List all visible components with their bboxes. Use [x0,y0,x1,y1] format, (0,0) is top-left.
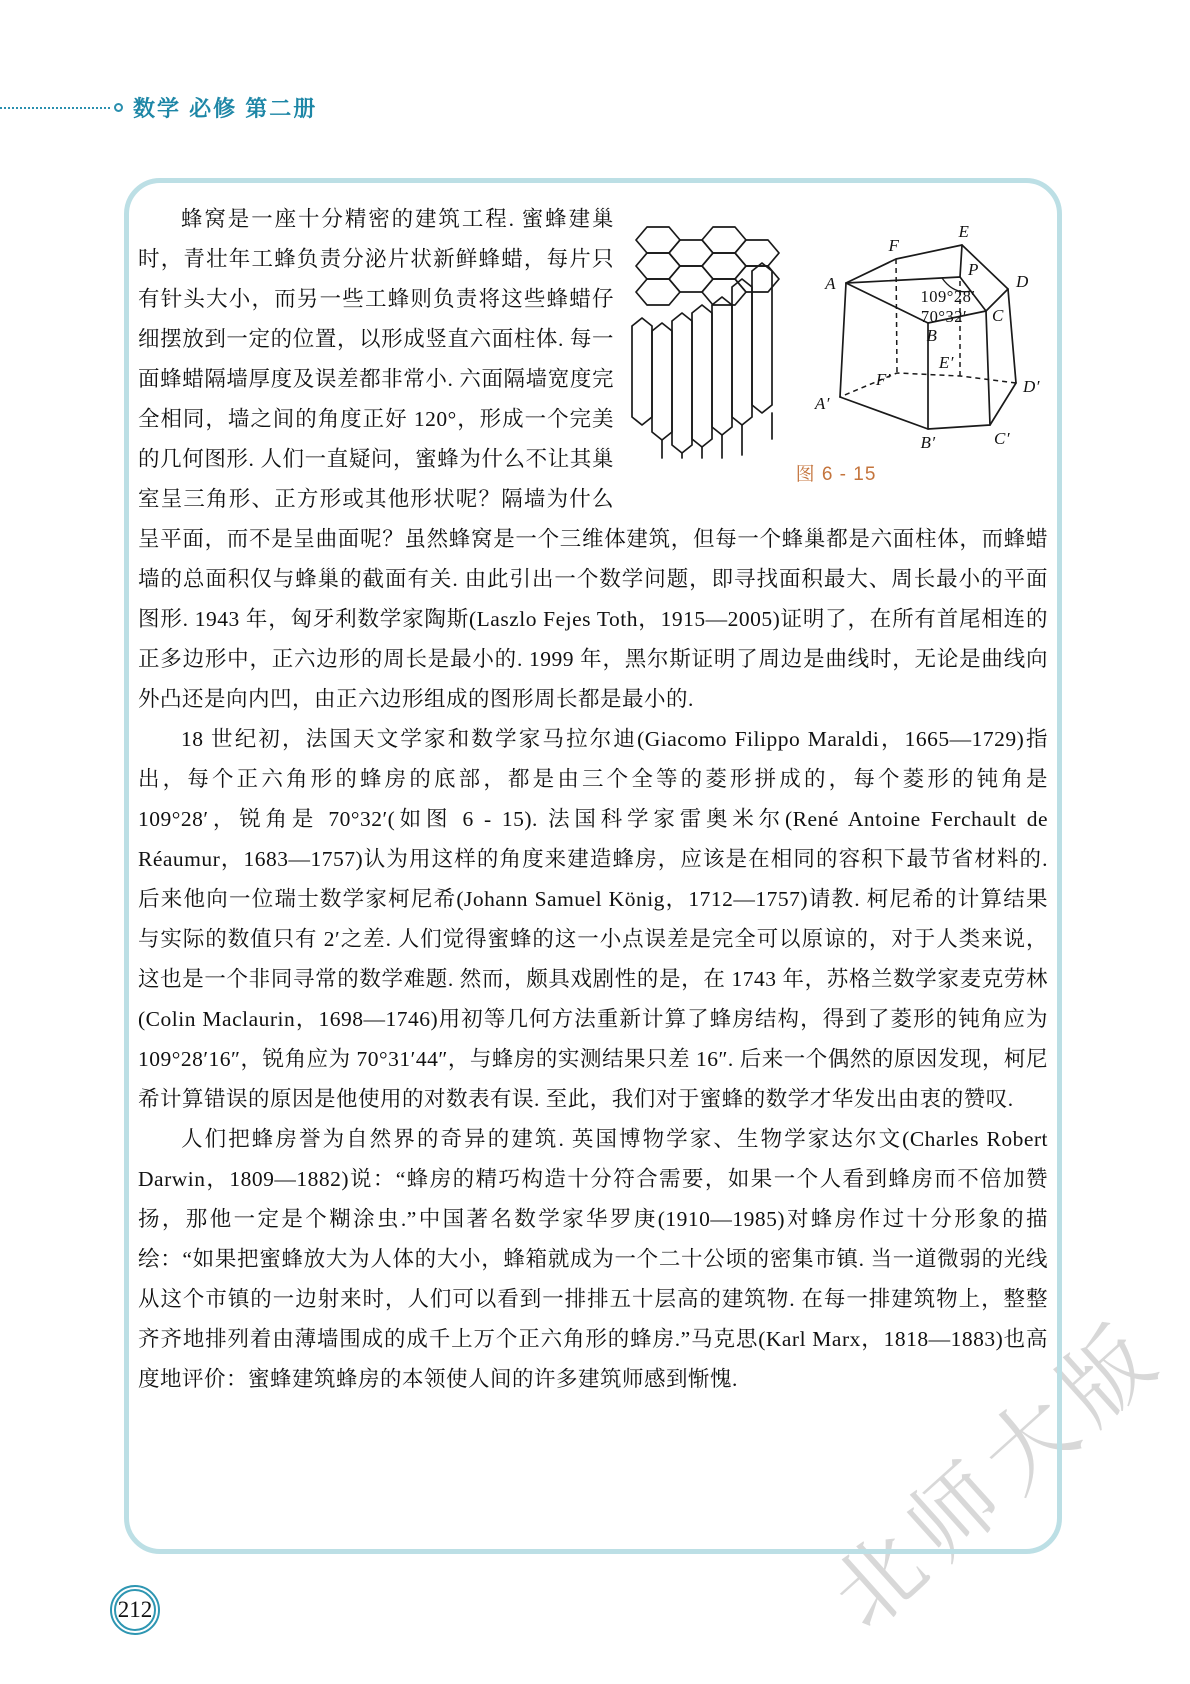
header-bullet-icon [114,103,123,112]
vertex-label-E: E [958,222,970,241]
vertex-label-F: F [888,236,900,255]
page-number-medallion [110,1585,160,1635]
paragraph-1 [138,199,1048,719]
content-box [124,178,1062,1554]
prism-figure [796,201,1046,453]
acute-angle-label: 70°32′ [920,307,968,326]
vertex-label-B: B [926,326,938,345]
vertex-label-F-prime: F′ [875,370,891,389]
vertex-label-B-prime: B′ [920,433,936,452]
vertex-label-D: D [1016,272,1029,291]
page-header [0,92,317,123]
honeycomb-illustration [624,225,796,459]
page-number: 212 [117,1597,153,1622]
vertex-label-E-prime: E′ [938,353,954,372]
obtuse-angle-label: 109°28′ [920,287,976,306]
figure-6-15 [624,201,1048,487]
publisher-watermark: 北师大版 [815,1302,1184,1648]
paragraph-2 [138,719,1048,1119]
paragraph-3 [138,1119,1048,1399]
page-number-inner-ring [114,1589,156,1631]
figure-row [624,201,1048,459]
vertex-label-C: C [992,306,1004,325]
paragraph-2-text: 18 世纪初，法国天文学家和数学家马拉尔迪(Giacomo Filippo Maraldi，1665—1729)指出，每个正六角形的蜂房的底部，都是由三个全等的菱形拼成的，每个菱形的钝角是 109°28′，锐角是 70°32′(如图 6 - 15). 法国科学家雷奥米尔(René Antoine Ferchault de Réaumur，1683—1757)认为用这样的角度来建造蜂房，应该是在相同的容积下最节省材料的. 后来他向一位瑞士数学家柯尼希(Johann Samuel König，1712—1757)请教. 柯尼希的计算结果与实际的数值只有 2′之差. 人们觉得蜜蜂的这一小点误差是完全可以原谅的，对于人类来说，这也是一个非同寻常的数学难题. 然而，颇具戏剧性的是，在 1743 年，苏格兰数学家麦克劳林(Colin Maclaurin，1698—1746)用初等几何方法重新计算了蜂房结构，得到了菱形的钝角应为 109°28′16″，锐角应为 70°31′44″，与蜂房的实测结果只差 16″. 后来一个偶然的原因发现，柯尼希计算错误的原因是他使用的对数表有误. 至此，我们对于蜜蜂的数学才华发出由衷的赞叹. [138,727,1048,1111]
header-title: 数学 必修 第二册 [133,96,318,121]
vertex-label-A-prime: A′ [814,394,830,413]
paragraph-3-text: 人们把蜂房誉为自然界的奇异的建筑. 英国博物学家、生物学家达尔文(Charles Robert Darwin，1809—1882)说：“蜂房的精巧构造十分符合需要，如果一个人看到蜂房而不倍加赞扬，那他一定是个糊涂虫.”中国著名数学家华罗庚(1910—1985)对蜂房作过十分形象的描绘：“如果把蜜蜂放大为人体的大小，蜂箱就成为一个二十公顷的密集市镇. 当一道微弱的光线从这个市镇的一边射来时，人们可以看到一排排五十层高的建筑物. 在每一排建筑物上，整整齐齐地排列着由薄墙围成的成千上万个正六角形的蜂房.”马克思(Karl Marx，1818—1883)也高度地评价：蜜蜂建筑蜂房的本领使人间的许多建筑师感到惭愧. [138,1127,1048,1391]
paragraph-1-text: 蜂窝是一座十分精密的建筑工程. 蜜蜂建巢时，青壮年工蜂负责分泌片状新鲜蜂蜡，每片只有针头大小，而另一些工蜂则负责将这些蜂蜡仔细摆放到一定的位置，以形成竖直六面柱体. 每一面蜂蜡隔墙厚度及误差都非常小. 六面隔墙宽度完全相同，墙之间的角度正好 120°，形成一个完美的几何图形. 人们一直疑问，蜜蜂为什么不让其巢室呈三角形、正方形或其他形状呢？隔墙为什么呈平面，而不是呈曲面呢？虽然蜂窝是一个三维体建筑，但每一个蜂巢都是六面柱体，而蜂蜡墙的总面积仅与蜂巢的截面有关. 由此引出一个数学问题，即寻找面积最大、周长最小的平面图形. 1943 年，匈牙利数学家陶斯(Laszlo Fejes Toth，1915—2005)证明了，在所有首尾相连的正多边形中，正六边形的周长是最小的. 1999 年，黑尔斯证明了周边是曲线时，无论是曲线向外凸还是向内凹，由正六边形组成的图形周长都是最小的. [138,207,1048,711]
vertex-label-C-prime: C′ [994,429,1011,448]
vertex-label-P: P [968,260,979,279]
figure-caption: 图 6 - 15 [795,464,877,485]
header-dotted-rule [0,107,110,109]
vertex-label-D-prime: D′ [1023,377,1040,396]
vertex-label-A: A [825,274,836,293]
